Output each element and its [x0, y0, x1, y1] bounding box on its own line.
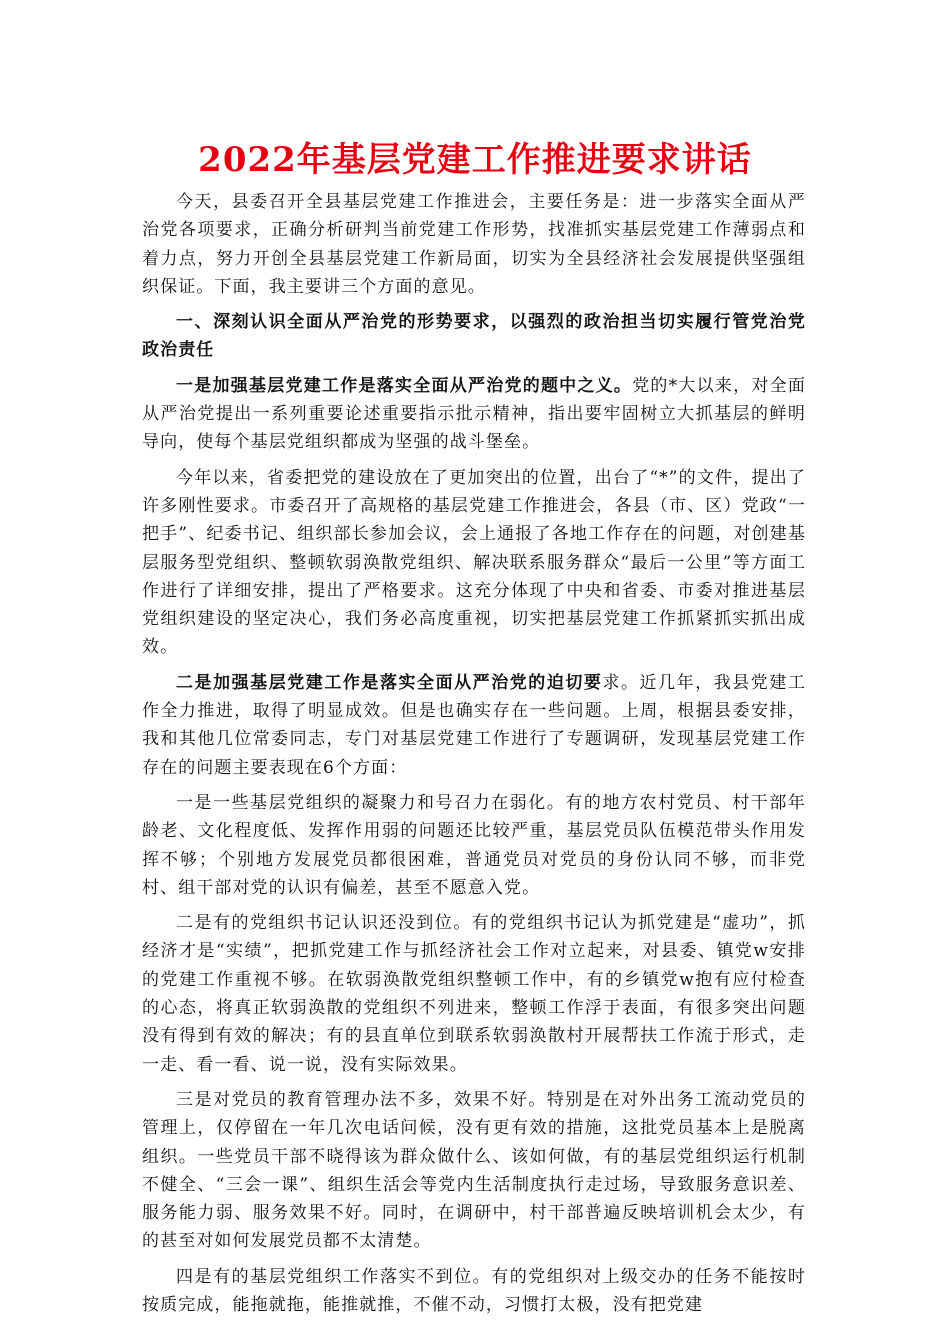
section-heading: 一、深刻认识全面从严治党的形势要求，以强烈的政治担当切实履行管党治党政治责任 [142, 312, 806, 361]
issue-two-paragraph: 二是有的党组织书记认识还没到位。有的党组织书记认为抓党建是“虚功”，抓经济才是“实绩”，把抓党建工作与抓经济社会工作对立起来，对县委、镇党w安排的党建工作重视不够。在软弱涣散党组织整顿工作中，有的乡镇党w抱有应付检查的心态，将真正软弱涣散的党组织不列进来，整顿工作浮于表面，有很多突出问题没有得到有效的解决；有的县直单位到联系软弱涣散村开展帮扶工作流于形式，走一走、看一看、说一说，没有实际效果。 [142, 913, 806, 1075]
point-two-lead: 二是加强基层党建工作是落实全面从严治党的迫切要 [176, 672, 603, 693]
point-one-paragraph [142, 372, 806, 457]
province-paragraph: 今年以来，省委把党的建设放在了更加突出的位置，出台了“*”的文件，提出了许多刚性要求。市委召开了高规格的基层党建工作推进会，各县（市、区）党政“一把手”、纪委书记、组织部长参加会议，会上通报了各地工作存在的问题，对创建基层服务型党组织、整顿软弱涣散党组织、解决联系服务群众“最后一公里”等方面工作进行了详细安排，提出了严格要求。这充分体现了中央和省委、市委对推进基层党组织建设的坚定决心，我们务必高度重视，切实把基层党建工作抓紧抓实抓出成效。 [142, 467, 806, 658]
point-one-lead: 一是加强基层党建工作是落实全面从严治党的题中之义。 [176, 375, 633, 396]
intro-paragraph: 今天，县委召开全县基层党建工作推进会，主要任务是：进一步落实全面从严治党各项要求，正确分析研判当前党建工作形势，找准抓实基层党建工作薄弱点和着力点，努力开创全县基层党建工作新局面，切实为全县经济社会发展提供坚强组织保证。下面，我主要讲三个方面的意见。 [142, 192, 806, 297]
point-two-text: 求。近几年，我县党建工作全力推进，取得了明显成效。但是也确实存在一些问题。上周，根据县委安排，我和其他几位常委同志，专门对基层党建工作进行了专题调研，发现基层党建工作存在的问题主要表现在6个方面： [142, 672, 806, 778]
point-one-text: 党的*大以来，对全面从严治党提出一系列重要论述重要指示批示精神，指出要牢固树立大抓基层的鲜明导向，使每个基层党组织都成为坚强的战斗堡垒。 [142, 375, 807, 453]
issue-three-paragraph: 三是对党员的教育管理办法不多，效果不好。特别是在对外出务工流动党员的管理上，仅停留在一年几次电话问候，没有更有效的措施，这批党员基本上是脱离组织。一些党员干部不晓得该为群众做什么、该如何做，有的基层党组织运行机制不健全、“三会一课”、组织生活会等党内生活制度执行走过场，导致服务意识差、服务能力弱、服务效果不好。同时，在调研中，村干部普遍反映培训机会太少，有的甚至对如何发展党员都不太清楚。 [142, 1089, 806, 1252]
document-body [142, 188, 806, 1326]
point-two-paragraph [142, 669, 806, 782]
document-title: 2022年基层党建工作推进要求讲话 [198, 140, 752, 180]
issue-four-paragraph: 四是有的基层党组织工作落实不到位。有的党组织对上级交办的任务不能按时按质完成，能拖就拖，能推就推，不催不动，习惯打太极，没有把党建 [142, 1266, 806, 1315]
issue-one-paragraph: 一是一些基层党组织的凝聚力和号召力在弱化。有的地方农村党员、村干部年龄老、文化程度低、发挥作用弱的问题还比较严重，基层党员队伍模范带头作用发挥不够；个别地方发展党员都很困难，普通党员对党员的身份认同不够，而非党村、组干部对党的认识有偏差，甚至不愿意入党。 [142, 792, 806, 898]
